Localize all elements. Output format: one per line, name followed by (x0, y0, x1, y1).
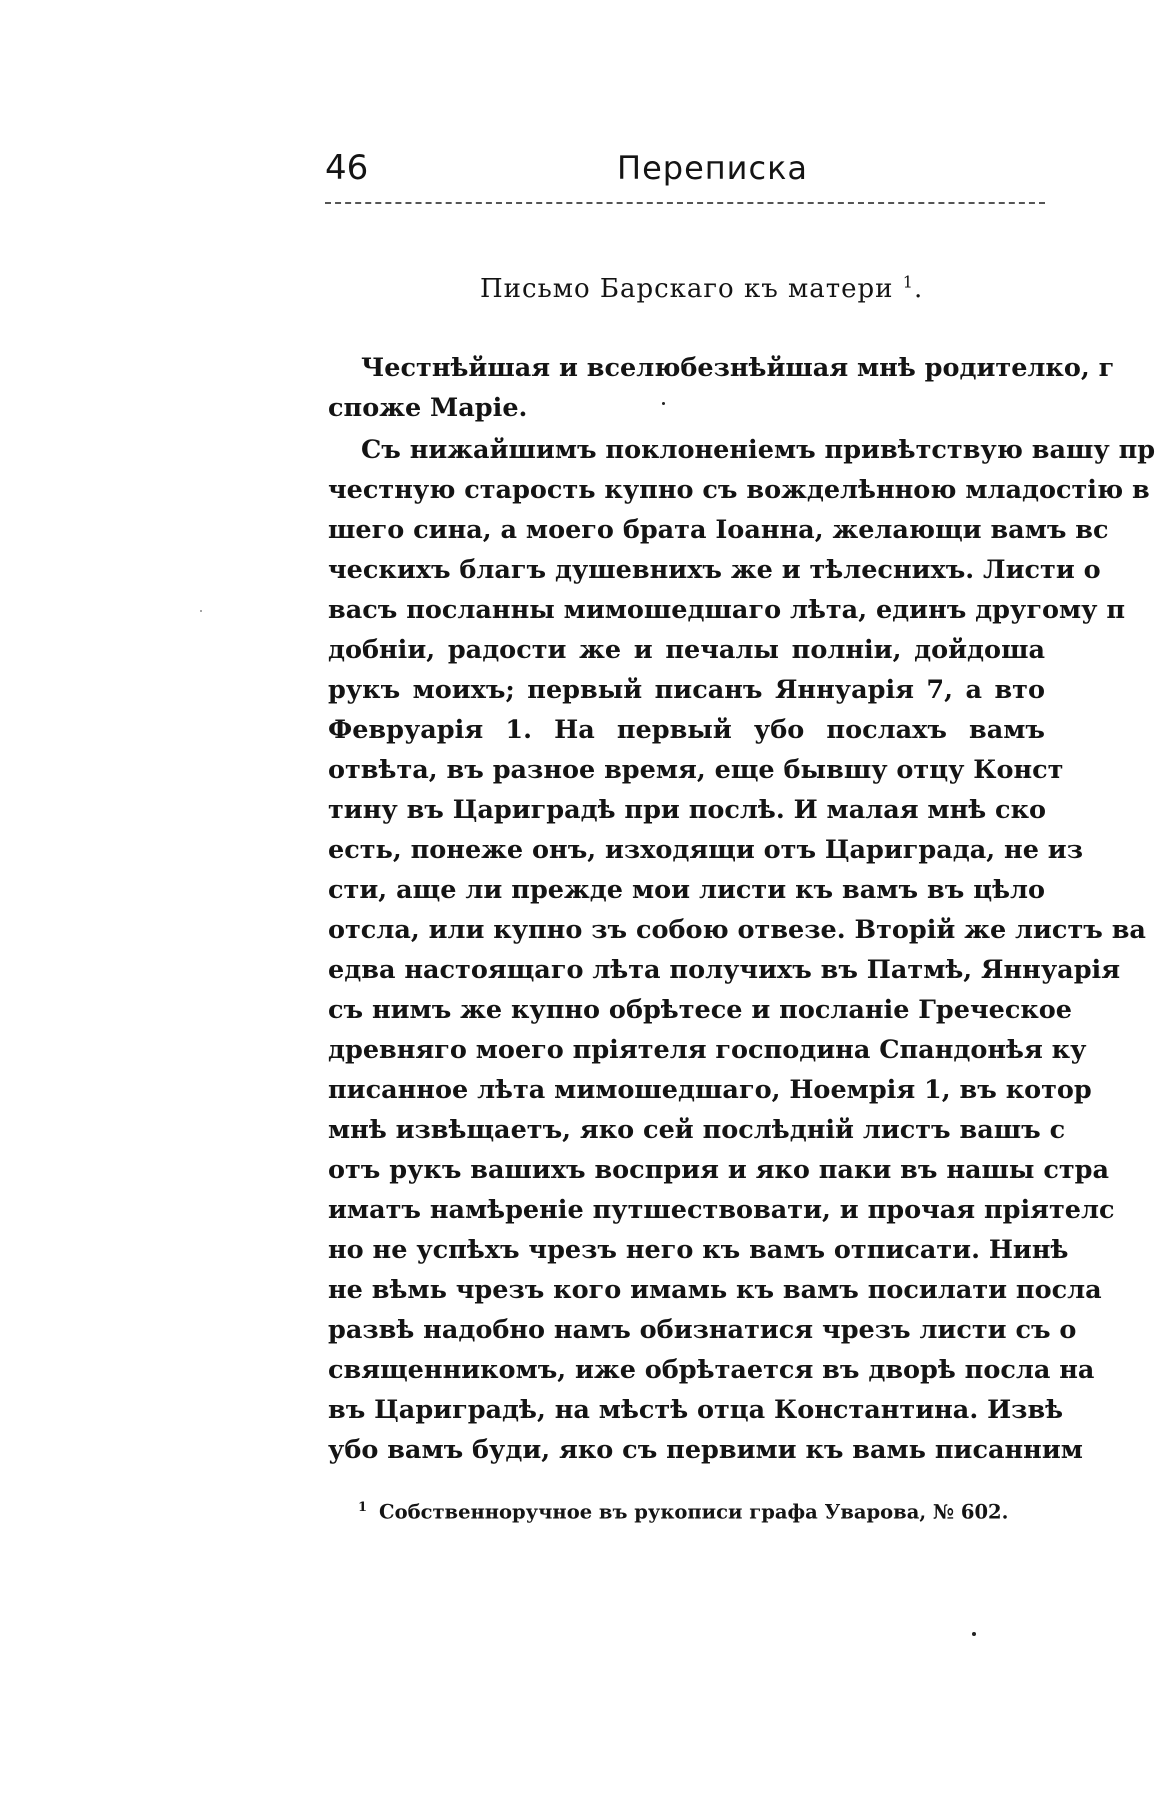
header-rule (325, 202, 1045, 204)
text-line: рукъ моихъ; первый писанъ Яннуарія 7, а вто (328, 675, 1045, 705)
page-header (325, 148, 1045, 198)
text-line: шего сина, а моего брата Іоанна, желающи вамъ вс (328, 515, 1109, 545)
paragraph (328, 348, 1115, 428)
text-line: мнѣ извѣщаетъ, яко сей послѣдній листъ вашъ с (328, 1115, 1066, 1145)
text-line: Съ нижайшимъ поклоненіемъ привѣтствую вашу пр (361, 435, 1155, 465)
text-line: но не успѣхъ чрезъ него къ вамъ отписати. Нинѣ (328, 1235, 1069, 1265)
text-line: иматъ намѣреніе путшествовати, и прочая пріятелс (328, 1195, 1115, 1225)
letter-title-text: Письмо Барскаго къ матери (480, 274, 894, 304)
print-speck (972, 1632, 976, 1636)
footnote-text: Собственноручное въ рукописи графа Уварова, № 602. (379, 1500, 1009, 1524)
text-line: васъ посланны мимошедшаго лѣта, единъ другому п (328, 595, 1125, 625)
text-line: Февруарія 1. На первый убо послахъ вамъ (328, 715, 1045, 745)
text-line: убо вамъ буди, яко съ первими къ вамь писанним (328, 1435, 1083, 1465)
paragraph (328, 430, 1155, 1470)
text-line: развѣ надобно намъ обизнатися чрезъ листи съ о (328, 1315, 1077, 1345)
print-speck (200, 610, 202, 612)
text-line: отсла, или купно зъ собою отвезе. Вторій же листъ ва (328, 915, 1146, 945)
text-line: въ Цариградѣ, на мѣстѣ отца Константина. Извѣ (328, 1395, 1064, 1425)
letter-title (480, 272, 923, 306)
text-line: съ нимъ же купно обрѣтесе и посланіе Греческое (328, 995, 1073, 1025)
text-line: священникомъ, иже обрѣтается въ дворѣ посла на (328, 1355, 1095, 1385)
text-line: сти, аще ли прежде мои листи къ вамъ въ цѣло (328, 875, 1045, 905)
text-line: не вѣмь чрезъ кого имамь къ вамъ посилати посла (328, 1275, 1102, 1305)
text-line: тину въ Цариградѣ при послѣ. И малая мнѣ ско (328, 795, 1047, 825)
footnote (358, 1493, 1008, 1528)
text-line: едва настоящаго лѣта получихъ въ Патмѣ, Яннуарія (328, 955, 1121, 985)
text-line: писанное лѣта мимошедшаго, Ноемрія 1, въ котор (328, 1075, 1092, 1105)
text-line: отъ рукъ вашихъ восприя и яко паки въ нашы стра (328, 1155, 1110, 1185)
letter-body (328, 348, 1155, 1470)
footnote-mark: 1 (358, 1500, 368, 1515)
text-line: отвѣта, въ разное время, еще бывшу отцу Конст (328, 755, 1064, 785)
text-line: есть, понеже онъ, изходящи отъ Цариграда, не из (328, 835, 1083, 865)
title-period: . (913, 274, 924, 304)
text-line: честную старость купно съ вожделѣнною младостію в (328, 475, 1150, 505)
print-speck (662, 402, 665, 405)
text-line: споже Маріе. (328, 393, 528, 423)
text-line: Честнѣйшая и вселюбезнѣйшая мнѣ родителко, г (361, 353, 1115, 383)
text-line: древняго моего пріятеля господина Спандонѣя ку (328, 1035, 1087, 1065)
text-line: добніи, радости же и печалы полніи, дойдоша (328, 635, 1045, 665)
title-footnote-mark: 1 (902, 272, 914, 292)
running-title: Переписка (617, 149, 808, 187)
text-line: ческихъ благъ душевнихъ же и тѣлеснихъ. Листи о (328, 555, 1101, 585)
page-number: 46 (325, 148, 369, 188)
